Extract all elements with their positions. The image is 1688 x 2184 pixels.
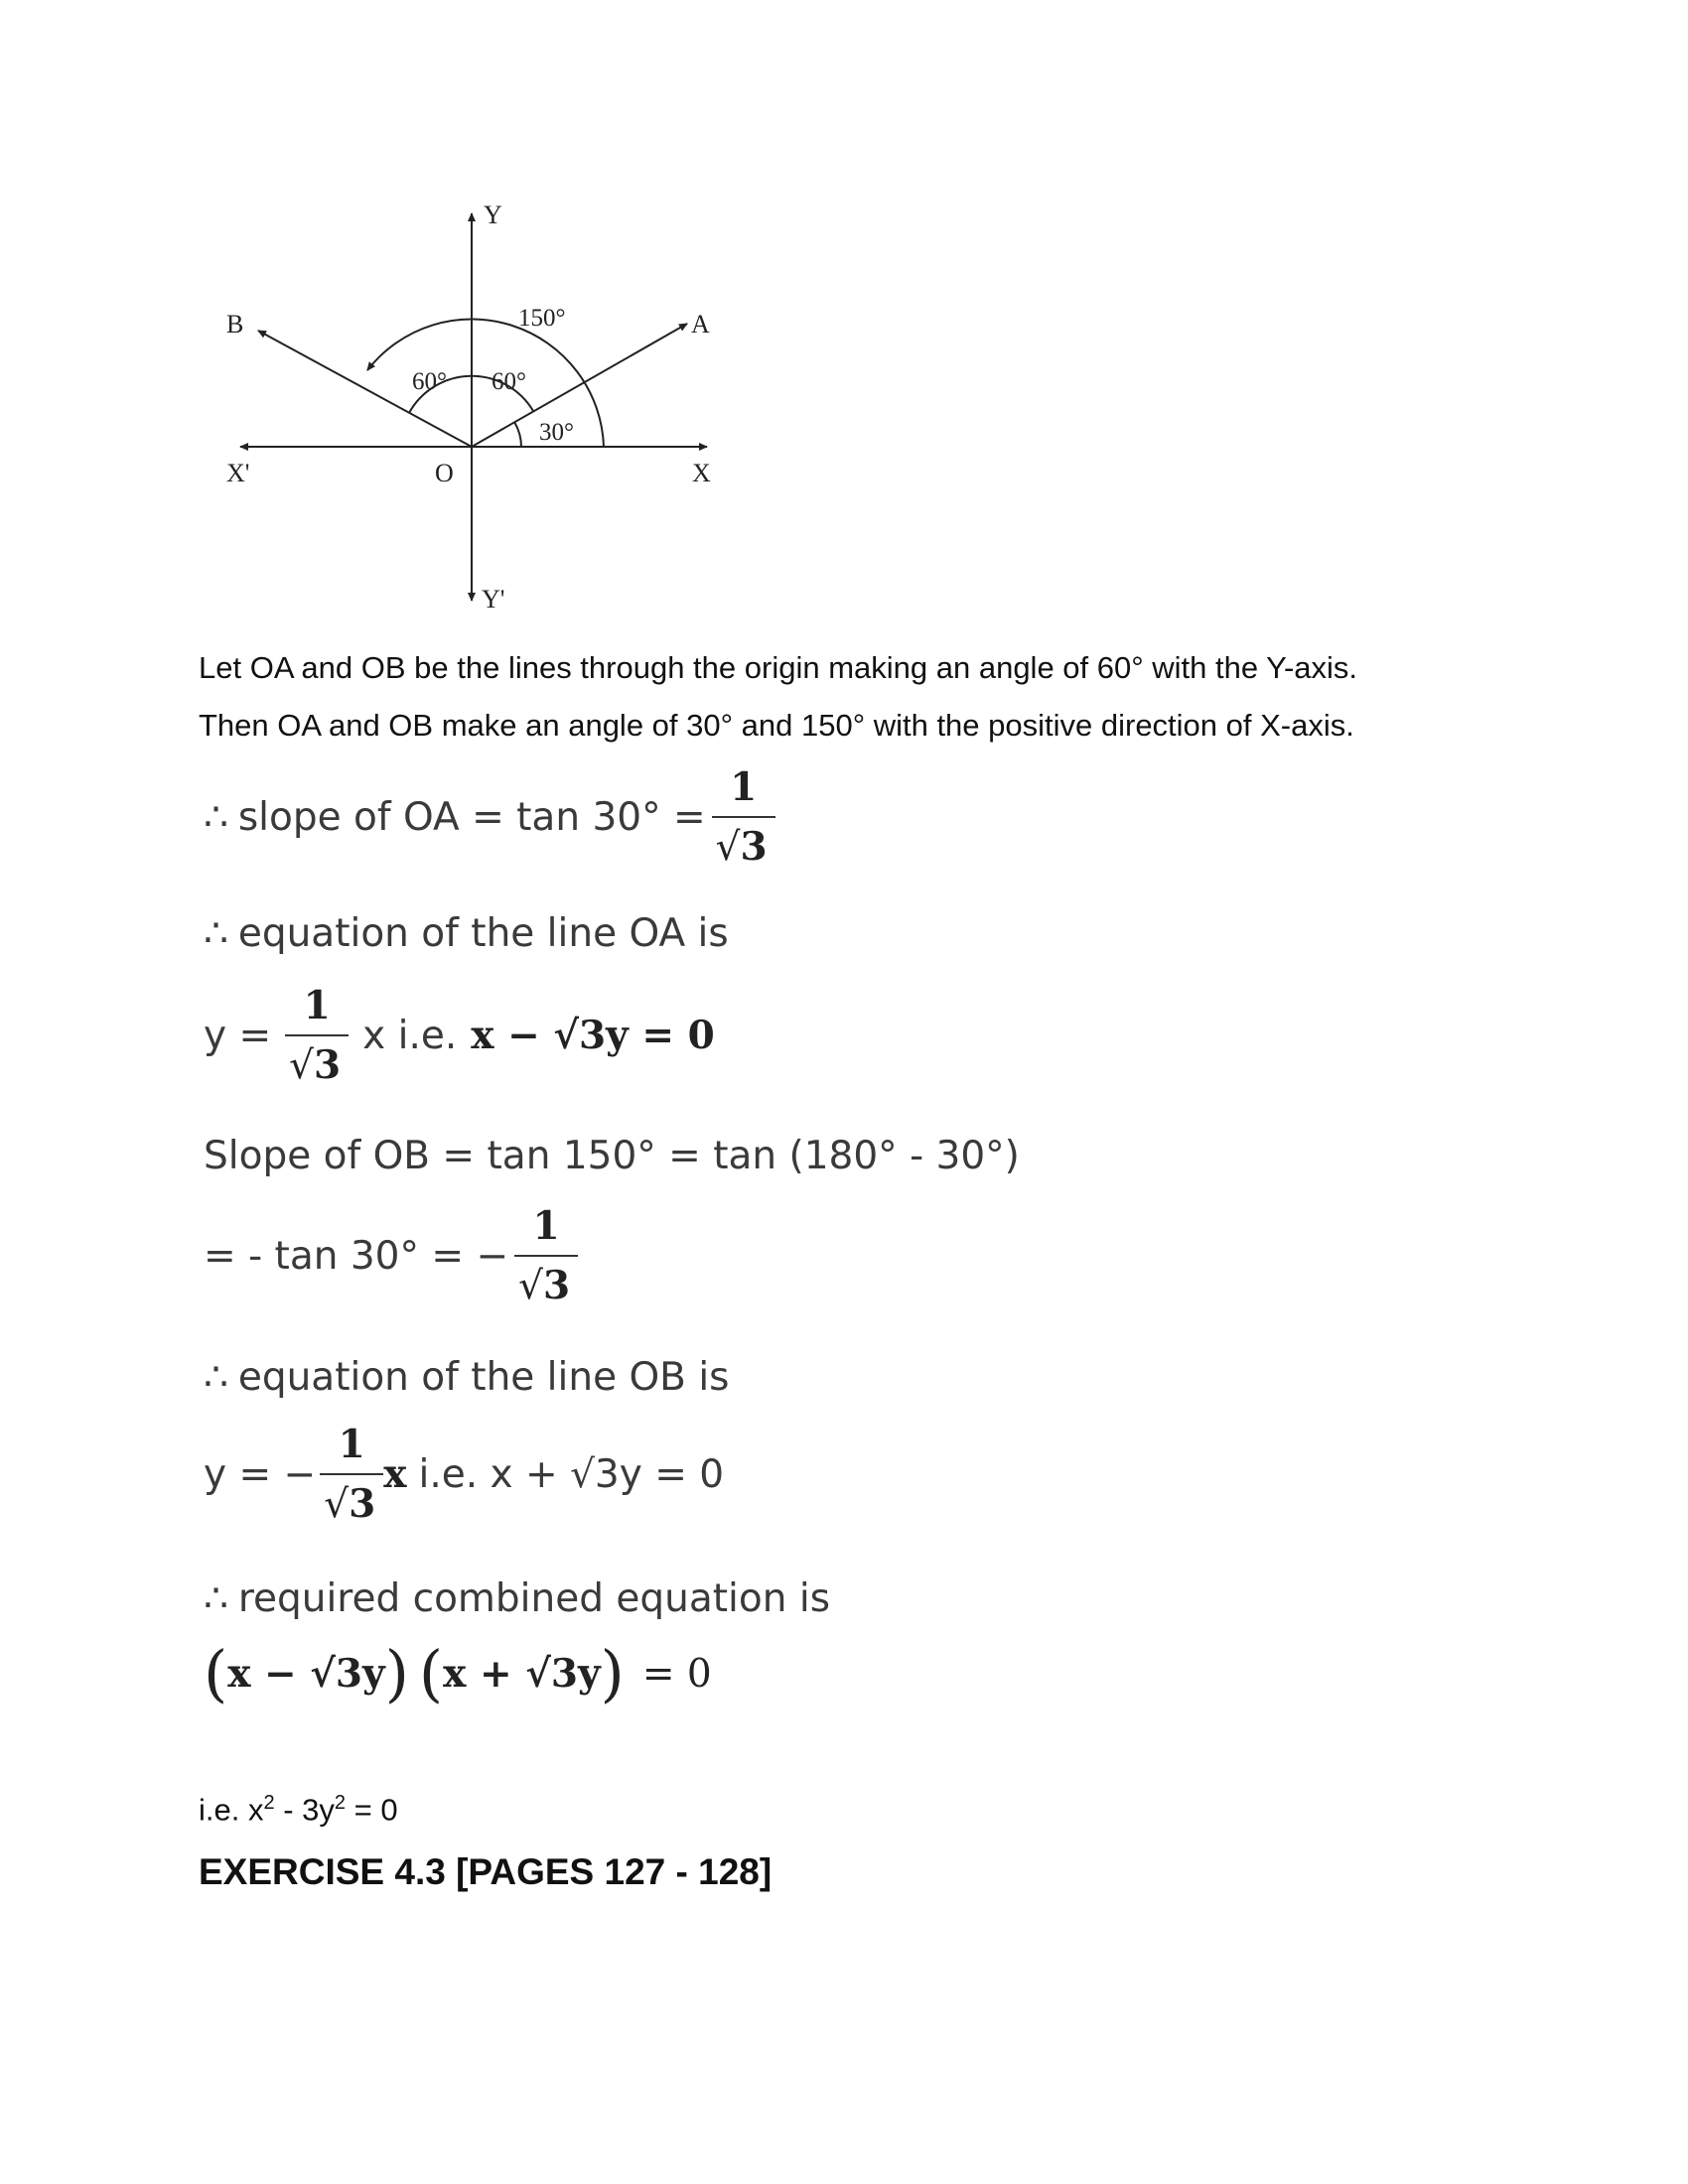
angle-diagram xyxy=(199,194,755,630)
math-slope-ob xyxy=(204,1134,1020,1178)
open-paren: ( xyxy=(418,1637,444,1709)
x-ie-text: x i.e. xyxy=(362,1013,458,1058)
fraction-one-over-root3 xyxy=(285,983,349,1088)
label-angle-150: 150° xyxy=(518,305,566,332)
fraction-numerator: 1 xyxy=(303,983,331,1028)
fraction-denominator xyxy=(712,816,775,870)
radicand: 3 xyxy=(740,824,768,870)
final-equation xyxy=(199,1792,398,1828)
exercise-heading: EXERCISE 4.3 [PAGES 127 - 128] xyxy=(199,1851,773,1892)
math-neg-tan xyxy=(204,1203,584,1308)
x-variable: x xyxy=(383,1451,407,1497)
fraction-numerator: 1 xyxy=(532,1203,560,1249)
math-eq-ob xyxy=(204,1422,724,1527)
math-combined-heading xyxy=(204,1576,830,1621)
fraction-numerator: 1 xyxy=(338,1422,365,1467)
arc-30 xyxy=(514,422,521,447)
text-line-1: Let OA and OB be the lines through the origin making an angle of 60° with the Y-axis. xyxy=(199,650,1358,685)
final-exponent-2: 2 xyxy=(334,1792,347,1814)
close-paren: ) xyxy=(384,1637,409,1709)
fraction-one-over-root3 xyxy=(320,1422,383,1527)
math-eq-oa-heading xyxy=(204,911,729,956)
combined-heading-text: required combined equation is xyxy=(237,1576,831,1621)
eq-oa-result: x − √3y = 0 xyxy=(471,1013,715,1058)
slope-ob-text: Slope of OB = tan 150° = tan (180° - 30°) xyxy=(204,1134,1020,1178)
fraction-numerator: 1 xyxy=(730,764,758,810)
label-origin: O xyxy=(435,459,454,487)
text-line-2: Then OA and OB make an angle of 30° and 150° with the positive direction of X-axis. xyxy=(199,708,1354,743)
label-angle-30: 30° xyxy=(539,419,574,446)
eq-ob-heading-text: equation of the line OB is xyxy=(237,1355,730,1400)
angle-diagram-svg xyxy=(199,194,755,630)
label-a: A xyxy=(691,310,710,339)
final-middle: - 3y xyxy=(274,1792,335,1828)
fraction-denominator xyxy=(514,1255,578,1308)
sqrt-symbol: √ xyxy=(518,1264,543,1308)
ie-ob-text: i.e. x + √3y = 0 xyxy=(418,1451,725,1497)
label-b: B xyxy=(226,310,244,339)
therefore-symbol: ∴ xyxy=(204,794,228,840)
factor-1: x − √3y xyxy=(227,1651,385,1697)
fraction-one-over-root3 xyxy=(514,1203,578,1308)
sqrt-symbol: √ xyxy=(289,1043,315,1088)
neg-tan-text: = - tan 30° = − xyxy=(204,1233,509,1279)
label-x: X xyxy=(692,459,711,487)
radicand: 3 xyxy=(314,1042,342,1088)
fraction-denominator xyxy=(320,1473,383,1527)
sqrt-symbol: √ xyxy=(715,825,741,870)
math-eq-oa xyxy=(204,983,715,1088)
math-slope-oa xyxy=(204,764,781,870)
final-suffix: = 0 xyxy=(346,1792,398,1828)
final-prefix: i.e. x xyxy=(199,1792,264,1828)
label-y: Y xyxy=(484,201,502,229)
close-paren: ) xyxy=(600,1637,625,1709)
therefore-symbol: ∴ xyxy=(204,1355,228,1400)
math-eq-ob-heading xyxy=(204,1355,729,1400)
therefore-symbol: ∴ xyxy=(204,1576,228,1621)
fraction-one-over-root3 xyxy=(712,764,775,870)
math-combined-equation xyxy=(204,1637,712,1709)
final-exponent-1: 2 xyxy=(263,1792,275,1814)
sqrt-symbol: √ xyxy=(324,1482,350,1527)
slope-oa-text: slope of OA = tan 30° = xyxy=(237,794,706,840)
radicand: 3 xyxy=(542,1263,571,1308)
fraction-denominator xyxy=(285,1034,349,1088)
equals-zero: = 0 xyxy=(641,1651,712,1697)
y-equals: y = xyxy=(204,1013,272,1058)
label-x-neg: X' xyxy=(226,459,250,487)
factor-2: x + √3y xyxy=(443,1651,601,1697)
y-equals-neg: y = − xyxy=(204,1451,317,1497)
label-y-neg: Y' xyxy=(482,585,505,614)
label-angle-60-right: 60° xyxy=(492,368,526,395)
radicand: 3 xyxy=(349,1481,376,1527)
eq-oa-heading-text: equation of the line OA is xyxy=(237,911,729,956)
therefore-symbol: ∴ xyxy=(204,911,228,956)
label-angle-60-left: 60° xyxy=(412,368,447,395)
open-paren: ( xyxy=(204,1637,228,1709)
